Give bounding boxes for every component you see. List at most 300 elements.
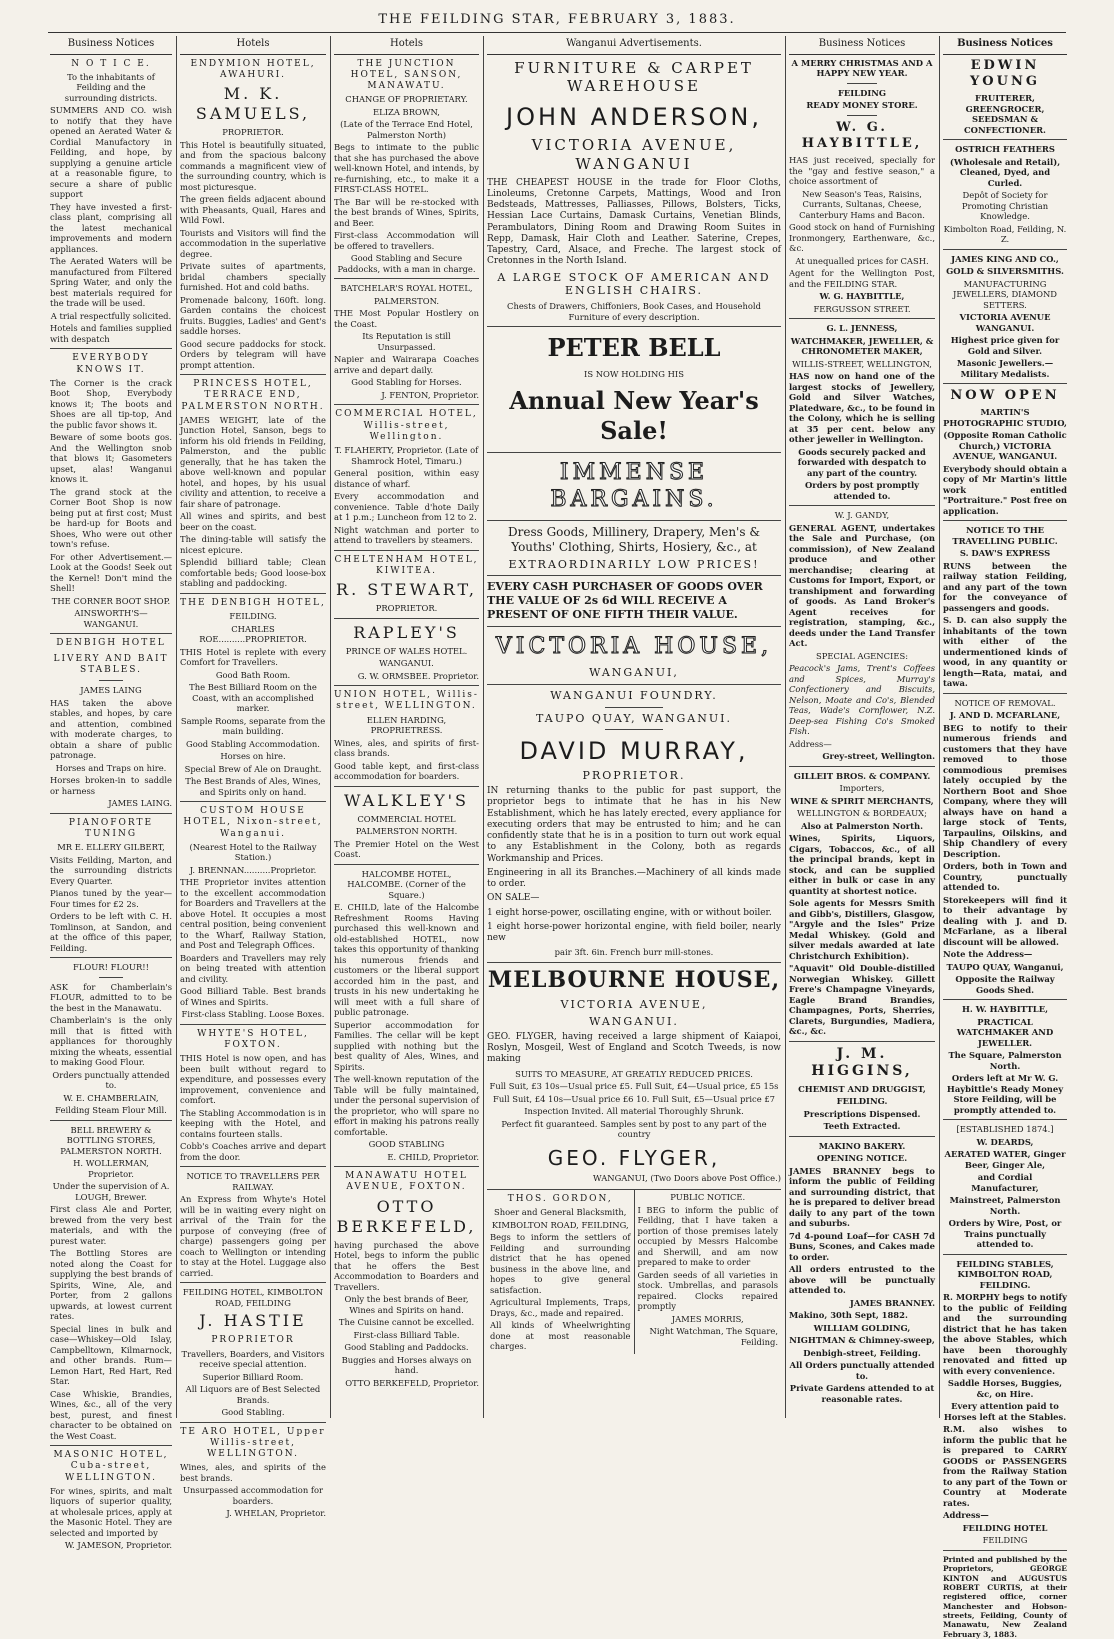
advert-text: Night watchman and porter to attend to travellers by steamers. — [334, 524, 479, 545]
text: Depôt of Society for Promoting Christian Knowledge. — [961, 190, 1049, 221]
advert-text: Peacock's Jams, Trent's Coffees and Spices, Murray's Confectionery and Biscuits, Nelson, Moate and Co's, Blended Teas, Wade's Cornflower, N.Z. Deep-sea Fishing Co's Smoked Fish. — [789, 663, 935, 736]
gordon-advert — [487, 1190, 634, 1354]
text: IS NOW HOLDING HIS — [584, 369, 684, 379]
divider — [487, 452, 781, 453]
text: Under the supervision of A. LOUGH, Brewer. — [52, 1181, 170, 1202]
divider — [334, 618, 479, 619]
advert-text: Every accommodation and convenience. Table d'hote Daily at 1 p.m.; Luncheon from 12 to 2. — [334, 491, 479, 522]
text: [ESTABLISHED 1874.] — [956, 1124, 1054, 1135]
text: FERGUSSON STREET. — [813, 303, 911, 314]
name: J. M. HIGGINS, — [811, 1045, 913, 1079]
text: EXTRAORDINARILY LOW PRICES! — [508, 557, 760, 571]
column-business-notices-2 — [789, 36, 935, 1418]
heading: PIANOFORTE TUNING — [68, 817, 154, 839]
advert-text: Garden seeds of all varieties in stock. Umbrellas, and parasols repaired. Clocks repaired promptly — [637, 1269, 778, 1311]
divider — [943, 139, 1067, 140]
advert-text: Agent for the Wellington Post, and the FEILDING STAR. — [789, 268, 935, 289]
advert-text: The Stabling Accommodation is in keeping with the Hotel, and contains fourteen stalls. — [180, 1107, 326, 1139]
heading: TE ARO HOTEL, Upper Willis-street, WELLINGTON. — [180, 1426, 326, 1459]
divider — [334, 404, 479, 405]
advert-text: All wines and spirits, and best beer on the coast. — [180, 511, 326, 532]
advert-text: They have invested a first-class plant, comprising all the latest mechanical improvements and modern appliances. — [50, 201, 172, 254]
text: J. BRENNAN..........Proprietor. — [189, 864, 317, 875]
text: Feilding Steam Flour Mill. — [55, 1105, 167, 1115]
advert-text: Sole agents for Messrs Smith and Gibb's, Distillers, Glasgow, "Argyle and the Isles" Prize Medal Whiskey. (Gold and silver medals awarded at late Christchurch Exhibition). — [789, 898, 935, 961]
advert-text: Case Whiskie, Brandies, Wines, &c., all of the very best, purest, and finest character to be obtained on the West Coast. — [50, 1388, 172, 1441]
advert-text: Good secure paddocks for stock. Orders by telegram will have prompt attention. — [180, 338, 326, 370]
text: (Nearest Hotel to the Railway Station.) — [189, 841, 317, 863]
text: The Square, Palmerston North. — [948, 1050, 1062, 1071]
advert-text: The green fields adjacent abound with Pheasants, Quail, Hares and Wild Fowl. — [180, 194, 326, 225]
text: ON SALE— — [487, 893, 540, 904]
advert-text: THIS Hotel is now open, and has been built without regard to expenditure, and possesses every improvement, convenience and comfort. — [180, 1053, 326, 1106]
text: PROPRIETOR. — [222, 127, 284, 137]
text: Sample Rooms, separate from the main building. — [180, 715, 326, 736]
text: A trial respectfully solicited. — [50, 310, 172, 321]
text: Highest price given for Gold and Silver. — [950, 335, 1060, 356]
heading: MAKINO BAKERY. — [818, 1140, 906, 1151]
heading: NOW OPEN — [950, 388, 1060, 403]
advert-text: S. D. can also supply the inhabitants of the town with either of the undermentioned kinds of wood, in any quantity or length—Rata, matai, and tawa. — [943, 615, 1067, 689]
text: Perfect fit guaranteed. Samples sent by post to any part of the country — [501, 1118, 767, 1139]
text: Saddle Horses, Buggies, &c, on Hire. — [947, 1378, 1063, 1399]
text: WANGANUI. — [589, 1015, 679, 1028]
heading: VICTORIA AVENUE, WANGANUI — [531, 136, 737, 173]
text: PROPRIETOR. — [375, 603, 438, 613]
divider — [943, 693, 1067, 694]
divider — [180, 1422, 326, 1423]
column-hotels-2 — [334, 36, 479, 1418]
text: The Best Brands of Ales, Wines, and Spirits only on hand. — [185, 776, 321, 797]
divider — [180, 374, 326, 375]
divider — [180, 593, 326, 594]
text: FEILDING. — [836, 1096, 888, 1106]
name: S. DAW'S EXPRESS — [959, 548, 1051, 559]
text: FEILDING — [982, 1535, 1028, 1546]
text: Orders by post promptly attended to. — [804, 480, 919, 501]
text: To the inhabitants of Feilding and the surrounding districts. — [64, 71, 158, 103]
advert-text: The Aerated Waters will be manufactured from Filtered Spring Water, and only the best materials required for the trade will be used. — [50, 256, 172, 309]
morris-advert — [634, 1190, 782, 1354]
column-header: Hotels — [180, 36, 326, 55]
text: Also at Palmerston North. — [800, 820, 924, 831]
text: and Cordial Manufacturer, — [971, 1172, 1039, 1193]
advert-text: Good Billiard Table. Best brands of Wines and Spirits. — [180, 986, 326, 1007]
advert-text: The Premier Hotel on the West Coast. — [334, 838, 479, 859]
advert-text: Orders to be left with C. H. Tomlinson, at Sandon, and at the office of this paper, Feilding. — [50, 911, 172, 953]
text: WANGANUI, (Two Doors above Post Office.) — [593, 1172, 781, 1183]
divider — [487, 626, 781, 627]
advert-text: ASK for Chamberlain's FLOUR, admitted to to be the best in the Manawatu. — [50, 981, 172, 1013]
divider — [789, 318, 935, 319]
heading: N O T I C E. — [71, 58, 151, 69]
heading: ENDYMION HOTEL, AWAHURI. — [190, 58, 316, 80]
divider — [487, 575, 781, 576]
name: W. G. HAYBITTLE, — [801, 119, 923, 151]
text: Orders by Wire, Post, or Trains punctually attended to. — [948, 1218, 1062, 1250]
heading: OSTRICH FEATHERS — [955, 144, 1055, 154]
column-rule — [939, 36, 940, 1418]
name: J. AND D. MCFARLANE, — [949, 710, 1061, 721]
divider — [943, 1254, 1067, 1255]
text: CHEMIST AND DRUGGIST, — [798, 1083, 926, 1094]
signature: J. WHELAN, Proprietor. — [226, 1508, 326, 1519]
divider — [334, 1166, 479, 1167]
divider — [180, 1024, 326, 1025]
signature: JAMES LAING. — [108, 798, 172, 808]
advert-text: Boarders and Travellers may rely on being treated with attention and civility. — [180, 952, 326, 984]
divider — [943, 1550, 1067, 1551]
name: R. STEWART, — [336, 580, 477, 599]
divider — [943, 520, 1067, 521]
divider — [943, 999, 1067, 1000]
heading: A MERRY CHRISTMAS AND A HAPPY NEW YEAR. — [791, 57, 933, 78]
advert-text: JAMES BRANNEY begs to inform the public of Feilding and surrounding district, that he is prepared to deliver bread daily to any part of the town and suburbs. — [789, 1165, 935, 1228]
divider — [334, 786, 479, 787]
text: PRACTICAL WATCHMAKER AND JEWELLER. — [956, 1016, 1054, 1048]
text: The Best Billiard Room on the Coast, with an accomplished marker. — [189, 682, 317, 713]
heading: Annual New Year's Sale! — [509, 385, 759, 445]
divider — [334, 278, 479, 279]
text: PROPRIETOR — [211, 1335, 295, 1346]
advert-text: THE Proprietor invites attention to the excellent accommodation for Boarders and Travellers at the above Hotel. It occupies a most central position, being convenient to the Wharf, Railway Station, and Post and Telegraph Offices. — [180, 877, 326, 951]
text: (Late of the Terrace End Hotel, Palmerston North) — [340, 119, 473, 140]
column-wanganui-advertisements — [487, 36, 781, 1418]
text: Address— — [943, 1510, 989, 1521]
text: First-class Stabling. Loose Boxes. — [181, 1009, 325, 1020]
advert-text: Promenade balcony, 160ft. long. Garden contains the choicest fruits. Buggies, Ladies' and Gent's saddle horses. — [180, 294, 326, 336]
heading: FEILDING HOTEL, KIMBOLTON ROAD, FEILDING — [182, 1287, 324, 1308]
verse: For other Advertisement.—Look at the Goods! Seek out the Kernel! Don't mind the Shell! — [50, 551, 172, 594]
text: FRUITERER, GREENGROCER, SEEDSMAN & CONFECTIONER. — [964, 93, 1046, 135]
advert-text: Tourists and Visitors will find the accommodation in the superlative degree. — [180, 227, 326, 259]
divider — [50, 813, 172, 814]
name: MARTIN'S PHOTOGRAPHIC STUDIO, — [943, 407, 1067, 428]
text: MANUFACTURING JEWELLERS, DIAMOND SETTERS. — [952, 278, 1058, 310]
advert-text: Chamberlain's is the only mill that is fitted with appliances for thoroughly mixing the wheats, essential to making Good Flour. — [50, 1015, 172, 1067]
signature: JAMES BRANNEY. — [849, 1297, 935, 1308]
advert-text: Superior accommodation for Families. The cellar will be kept supplied with nothing but the best quality of Ales, Wines, and Spirits. — [334, 1019, 479, 1072]
divider — [943, 1119, 1067, 1120]
divider — [334, 550, 479, 551]
text: Superior Billiard Room. — [202, 1371, 304, 1382]
name: WALKLEY'S — [343, 790, 469, 810]
text: Good Stabling and Secure Paddocks, with a man in charge. — [337, 253, 476, 274]
advert-text: BEG to notify to their numerous friends and customers that they have removed to those commodious premises lately occupied by the Northern Boot and Shoe Company, where they will always have on hand a large stock of Tents, Tarpaulins, Oilskins, and Ship Chandlery of every Description. — [943, 722, 1067, 859]
heading: THE JUNCTION HOTEL, SANSON, MANAWATU. — [350, 58, 463, 91]
signature: OTTO BERKEFELD, Proprietor. — [345, 1377, 479, 1388]
advert-text: EVERY CASH PURCHASER OF GOODS OVER THE VALUE OF 2s 6d WILL RECEIVE A PRESENT OF ONE FIFTH THEIR VALUE. — [487, 580, 763, 621]
heading: THE DENBIGH HOTEL, — [180, 597, 326, 608]
text: CHANGE OF PROPRIETARY. — [345, 94, 468, 105]
advert-text: Good stock on hand of Furnishing Ironmongery, Earthenware, &c., &c. — [789, 222, 935, 253]
masthead-rule — [48, 32, 1066, 33]
divider — [50, 1445, 172, 1446]
advert-text: Storekeepers will find it to their advantage by dealing with J. and D. McFarlane, as a liberal discount will be allowed. — [943, 894, 1067, 947]
divider — [180, 1282, 326, 1283]
text: ELLEN HARDING, PROPRIETRESS. — [366, 714, 447, 735]
heading: EVERYBODY KNOWS IT. — [72, 353, 150, 375]
name: GILLEIT BROS. & COMPANY. — [793, 770, 931, 781]
verse: The grand stock at the Corner Boot Shop is now being put at first cost; Must be hard-up for Boots and Shoes, Who were out other town's refuse. — [50, 486, 172, 550]
heading: DENBIGH HOTEL — [56, 638, 166, 649]
advert-text: The dining-table will satisfy the nicest epicure. — [180, 534, 326, 555]
column-header: Hotels — [334, 36, 479, 55]
advert-text: having purchased the above Hotel, begs to inform the public that he offers the Best Accommodation to Boarders and Travellers. — [334, 1239, 479, 1292]
text: Full Suit, £3 10s—Usual price £5. Full Suit, £4—Usual price, £5 15s — [489, 1081, 779, 1091]
text: TAUPO QUAY, Wanganui, — [946, 961, 1064, 972]
text: Special Brew of Ale on Draught. — [184, 763, 322, 774]
text: TAUPO QUAY, WANGANUI. — [536, 711, 732, 725]
signature: G. W. ORMSBEE. Proprietor. — [357, 670, 479, 681]
advert-text: HAS just received, specially for the "gay and festive season," a choice assortment of — [789, 155, 935, 186]
text: Night Watchman, The Square, Feilding. — [649, 1326, 778, 1347]
text: (Wholesale and Retail), Cleaned, Dyed, and Curled. — [949, 156, 1061, 188]
heading: WHYTE'S HOTEL, FOXTON. — [197, 1028, 309, 1050]
column-header: Wanganui Advertisements. — [487, 36, 781, 55]
divider — [50, 348, 172, 349]
advert-text: RUNS between the railway station Feilding, and any part of the town for the conveyance of passengers and goods. — [943, 560, 1067, 613]
text: Good Stabling and Paddocks. — [344, 1342, 469, 1352]
column-business-notices — [50, 36, 172, 1551]
name: W. G. HAYBITTLE, — [819, 291, 905, 301]
heading: FLOUR! FLOUR!! — [73, 962, 149, 972]
text: Address— — [789, 738, 832, 749]
text: PRINCE OF WALES HOTEL. — [345, 645, 468, 656]
text: WINE & SPIRIT MERCHANTS, — [790, 795, 934, 806]
advert-text: The Bottling Stores are noted along the Coast for supplying the best brands of Spirits, Wine, Ale, and Porter, from 2 gallons upwards, at lowest current rates. — [50, 1248, 172, 1321]
text: Grey-street, Wellington. — [822, 751, 935, 761]
divider — [50, 633, 172, 634]
name: JAMES KING AND CO., — [951, 253, 1059, 264]
name: ELIZA BROWN, — [373, 106, 440, 117]
advert-text: E. CHILD, late of the Halcombe Refreshment Rooms Having purchased this well-known and old-established HOTEL, now takes this opportunity of thanking his numerous friends and customers or the liberal support accorded him in the past, and trusts in his new undertaking he will meet with a full share of public patronage. — [334, 902, 479, 1017]
text: Importers, — [839, 783, 885, 793]
advert-text: GEO. FLYGER, having received a large shipment of Kaiapoi, Roslyn, Mosgeil, West of England and Scotch Tweeds, is now making — [487, 1031, 781, 1065]
heading: IMMENSE BARGAINS. — [550, 459, 718, 512]
text: CHARLES ROE..........PROPRIETOR. — [199, 623, 307, 644]
text: Masonic Jewellers.—Military Medalists. — [956, 358, 1054, 379]
column-header: Business Notices — [943, 36, 1067, 55]
signature: J. FENTON, Proprietor. — [381, 389, 479, 400]
advert-text: Wines, ales, and spirits of first-class brands. — [334, 737, 479, 758]
text: GOOD STABLING — [368, 1139, 445, 1149]
text: Travellers, Boarders, and Visitors receive special attention. — [181, 1348, 325, 1369]
text: Orders punctually attended to. — [52, 1069, 170, 1090]
advert-text: "Aquavit" Old Double-distilled Norwegian Whiskey. Gillett Frere's Champagne Vineyards, Eagle Brand Brandies, Champagnes, Ports, Sherries, Clarets, Burgundies, Madiera, &c., &c. — [789, 963, 935, 1036]
text: At unequalled prices for CASH. — [795, 255, 929, 266]
name: W. DEARDS, — [976, 1136, 1034, 1147]
name: MR E. ELLERY GILBERT, — [57, 842, 165, 852]
advert-text: Cobb's Coaches arrive and depart from the door. — [180, 1141, 326, 1162]
text: Teeth Extracted. — [823, 1121, 901, 1131]
name: RAPLEY'S — [353, 622, 460, 642]
text: The Cuisine cannot be excelled. — [338, 1317, 475, 1327]
advert-text: R.M. also wishes to inform the public that he is prepared to CARRY GOODS or PASSENGERS from the Railway Station to any part of the Town or Country at Moderate rates. — [943, 1424, 1067, 1508]
text: NIGHTMAN & Chimney-sweep, — [789, 1335, 935, 1345]
text: Goods securely packed and forwarded with despatch to any part of the country. — [797, 446, 927, 478]
text: Orders left at Mr W. G. Haybittle's Ready Money Store Feilding, will be promptly attended to. — [946, 1073, 1064, 1115]
divider — [334, 685, 479, 686]
signature: E. CHILD, Proprietor. — [387, 1151, 479, 1162]
heading: BELL BREWERY & BOTTLING STORES, PALMERSTON NORTH. — [60, 1124, 162, 1156]
advert-text: Wines, Spirits, Liquors, Cigars, Tobaccos, &c., of all the principal brands, kept in stock, and can be supplied either in bulk or case in any quantity at shortest notice. — [789, 833, 935, 896]
text: COMMERCIAL HOTEL — [357, 813, 456, 824]
text: WILLIS-STREET, WELLINGTON, — [792, 358, 932, 369]
advert-text: Begs to intimate to the public that she has purchased the above well-known Hotel, and intends, by re-furnishing, etc., to make it a FIRST-CLASS HOTEL. — [334, 142, 479, 195]
heading: MELBOURNE HOUSE, — [487, 966, 781, 993]
name: GEO. FLYGER, — [547, 1145, 721, 1170]
name: DAVID MURRAY, — [519, 737, 749, 766]
signature: W. JAMESON, Proprietor. — [64, 1540, 172, 1551]
divider — [99, 680, 123, 681]
text: Kimbolton Road, Feilding, N. Z. — [943, 223, 1067, 244]
text: Buggies and Horses always on hand. — [341, 1354, 472, 1375]
heading: UNION HOTEL, Willis-street, WELLINGTON. — [334, 690, 479, 712]
advert-text: THE Most Popular Hostlery on the Coast. — [334, 308, 479, 329]
text: pair 3ft. 6in. French burr mill-stones. — [554, 947, 714, 958]
divider — [334, 864, 479, 865]
divider — [789, 1136, 935, 1137]
text: Opposite the Railway Goods Shed. — [955, 974, 1055, 995]
text: Shoer and General Blacksmith, — [494, 1207, 627, 1218]
text: Only the best brands of Beer, Wines and Spirits on hand. — [344, 1294, 469, 1315]
text: Good Stabling. — [221, 1407, 285, 1417]
name: H. W. HAYBITTLE, — [962, 1004, 1048, 1015]
text: WATCHMAKER, JEWELLER, & CHRONOMETER MAKER, — [790, 335, 934, 356]
advert-text: Pianos tuned by the year—Four times for £2 2s. — [50, 888, 172, 909]
advert-text: First-class Accommodation will be offered to travellers. — [334, 230, 479, 251]
text: GOLD & SILVERSMITHS. — [946, 266, 1064, 276]
divider — [789, 766, 935, 767]
advert-text: THIS Hotel is replete with every Comfort for Travellers. — [180, 646, 326, 667]
text: READY MONEY STORE. — [806, 100, 918, 110]
divider — [605, 707, 664, 708]
name: H. WOLLERMAN, Proprietor. — [73, 1158, 149, 1179]
text: VICTORIA AVENUE WANGANUI. — [959, 312, 1051, 333]
heading: NOTICE OF REMOVAL. — [954, 697, 1056, 708]
divider — [487, 962, 781, 963]
advert-text: 7d 4-pound Loaf—for CASH 7d Buns, Scones, and Cakes made to order. — [789, 1230, 935, 1262]
name: EDWIN YOUNG — [970, 57, 1040, 89]
text: PALMERSTON NORTH. — [355, 826, 458, 836]
text: Unsurpassed accommodation for boarders. — [182, 1485, 324, 1506]
divider — [50, 957, 172, 958]
text: Horses broken-in to saddle or harness — [50, 775, 172, 796]
name: W. E. CHAMBERLAIN, — [63, 1092, 159, 1103]
divider — [605, 729, 664, 730]
divider — [847, 83, 876, 84]
text: WANGANUI. — [379, 658, 434, 668]
text: All Liquors are of Best Selected Brands. — [185, 1384, 321, 1405]
text: (Opposite Roman Catholic Church,) VICTORIA AVENUE, WANGANUI. — [943, 430, 1067, 462]
text: Horses on hire. — [220, 751, 286, 761]
name: PETER BELL — [547, 333, 721, 362]
advert-text: Special lines in bulk and case—Whiskey—Old Islay, Campbelltown, Kilmarnock, and other brands. Rum—Lemon Hart, Red Hart, Red Star. — [50, 1323, 172, 1386]
divider — [789, 1041, 935, 1042]
advert-text: IN returning thanks to the public for past support, the proprietor begs to intimate that he has in his New Establishment, which he has lately erected, every appliance for executing orders that may be entrusted to him; and he can confidently state that he is in a position to turn out work equal to any Establishment in the Colony, both as regards Workmanship and Prices. — [487, 786, 781, 864]
column-hotels — [180, 36, 326, 1519]
text: 1 eight horse-power horizontal engine, with field boiler, nearly new — [487, 921, 781, 943]
advert-text: Engineering in all its Branches.—Machinery of all kinds made to order. — [487, 867, 781, 889]
heading: NOTICE TO TRAVELLERS PER RAILWAY. — [186, 1171, 320, 1192]
text: T. FLAHERTY, Proprietor. (Late of Shamrock Hotel, Timaru.) — [334, 445, 479, 466]
advert-text: Visits Feilding, Marton, and the surrounding districts Every Quarter. — [50, 854, 172, 886]
column-rule — [330, 36, 331, 1418]
divider — [487, 326, 781, 327]
text: WANGANUI, — [589, 666, 679, 679]
advert-text: Splendid billiard table; Clean comfortable beds; Good loose-box stabling and paddocking. — [180, 557, 326, 589]
advert-text: GENERAL AGENT, undertakes the Sale and Purchase, (on commission), of New Zealand produce and other merchandise; clearing at Customs for Import, Export, or transhipment and forwarding of goods. As Land Broker's Agent receives for registration, stamping, &c., deeds under the Land Transfer Act. — [789, 522, 935, 648]
divider — [789, 505, 935, 506]
text: AINSWORTH'S—WANGANUI. — [74, 608, 148, 629]
divider — [50, 1120, 172, 1121]
text: Note the Address— — [943, 949, 1033, 960]
heading: CUSTOM HOUSE HOTEL, Nixon-street, Wanganui. — [183, 806, 323, 839]
text: FEILDING HOTEL — [962, 1522, 1048, 1533]
advert-text: For wines, spirits, and malt liquors of superior quality, at wholesale prices, apply at the Masonic Hotel. They are selected and imported by — [50, 1485, 172, 1538]
divider — [943, 383, 1067, 384]
advert-text: JAMES WEIGHT, late of the Junction Hotel, Sanson, begs to inform his old friends in Feilding, Palmerston, and the public generally, that he has taken the above well-known and popular hotel, and hopes, by his usual civility and attention, to receive a fair share of patronage. — [180, 414, 326, 509]
advert-text: R. MORPHY begs to notify to the public of Feilding and the surrounding district that he has taken the above Stables, which have been thoroughly renovated and fitted up with every convenience. — [943, 1292, 1067, 1376]
text: New Season's Teas, Raisins, Currants, Sultanas, Cheese, Canterbury Hams and Bacon. — [799, 188, 925, 220]
text: AERATED WATER, Ginger Beer, Ginger Ale, — [944, 1149, 1066, 1170]
heading: OPENING NOTICE. — [816, 1153, 908, 1163]
name: G. L. JENNESS, — [826, 323, 898, 333]
text: Horses and Traps on hire. — [55, 762, 167, 773]
text: 1 eight horse-power, oscillating engine, with or without boiler. — [487, 907, 772, 918]
text: PALMERSTON. — [373, 295, 440, 306]
column-header: Business Notices — [789, 36, 935, 55]
advert-text: Begs to inform the settlers of Feilding and surrounding district that he has opened business in the above line, and hopes to give general satisfaction. — [490, 1232, 631, 1295]
column-rule — [785, 36, 786, 1418]
advert-text: Agricultural Implements, Traps, Drays, &c., made and repaired. — [490, 1297, 631, 1318]
text: Full Suit, £4 10s—Usual price £6 10. Full Suit, £5—Usual price £7 — [493, 1093, 775, 1104]
text: A LARGE STOCK OF AMERICAN AND ENGLISH CHAIRS. — [497, 270, 771, 298]
divider — [487, 684, 781, 685]
advert-text: The well-known reputation of the Table will be fully maintained, under the personal supervision of the proprietor, who will spare no effort in making his patrons really comfortable. — [334, 1074, 480, 1137]
advert-text: I BEG to inform the public of Feilding, that I have taken a portion of those premises lately occupied by Messrs Halcombe and Sherwill, and am now prepared to make to order — [637, 1204, 778, 1267]
divider — [180, 801, 326, 802]
text: VICTORIA AVENUE, — [560, 998, 708, 1012]
text: All Orders punctually attended to. — [789, 1360, 935, 1381]
text: FEILDING — [837, 87, 887, 98]
text: Chests of Drawers, Chiffoniers, Book Cases, and Household Furniture of every description. — [507, 301, 761, 322]
text: WELLINGTON & BORDEAUX; — [797, 808, 927, 818]
divider — [180, 1166, 326, 1167]
advert-text: Napier and Wairarapa Coaches arrive and depart daily. — [334, 354, 479, 375]
text: Its Reputation is still Unsurpassed. — [362, 331, 451, 352]
column-business-notices-3 — [943, 36, 1067, 1639]
heading: HALCOMBE HOTEL, HALCOMBE. (Corner of the Square.) — [347, 868, 466, 900]
heading: PUBLIC NOTICE. — [670, 1192, 746, 1202]
text: Private Gardens attended to at reasonable rates. — [789, 1383, 935, 1404]
heading: CHELTENHAM HOTEL, KIWITEA. — [334, 554, 479, 576]
text: FEILDING. — [229, 611, 277, 621]
advert-text: The Bar will be re-stocked with the best brands of Wines, Spirits, and Beer. — [334, 196, 479, 228]
heading: NOTICE TO THE TRAVELLING PUBLIC. — [952, 525, 1058, 546]
advert-text: Private suites of apartments, bridal chambers specially furnished. Hot and cold baths. — [180, 261, 326, 292]
divider — [847, 115, 876, 116]
advert-text: Good table kept, and first-class accommodation for boarders. — [334, 760, 479, 781]
name: M. K. SAMUELS, — [195, 84, 311, 123]
text: Every attention paid to Horses left at the Stables. — [943, 1401, 1067, 1422]
text: KIMBOLTON ROAD, FEILDING, — [491, 1219, 629, 1230]
text: Inspection Invited. All material Thoroughly Shrunk. — [524, 1106, 744, 1116]
advert-text: First class Ale and Porter, brewed from the very best materials, and with the purest water. — [50, 1204, 172, 1246]
name: J. HASTIE — [199, 1311, 307, 1331]
text: Prescriptions Dispensed. — [803, 1108, 921, 1119]
